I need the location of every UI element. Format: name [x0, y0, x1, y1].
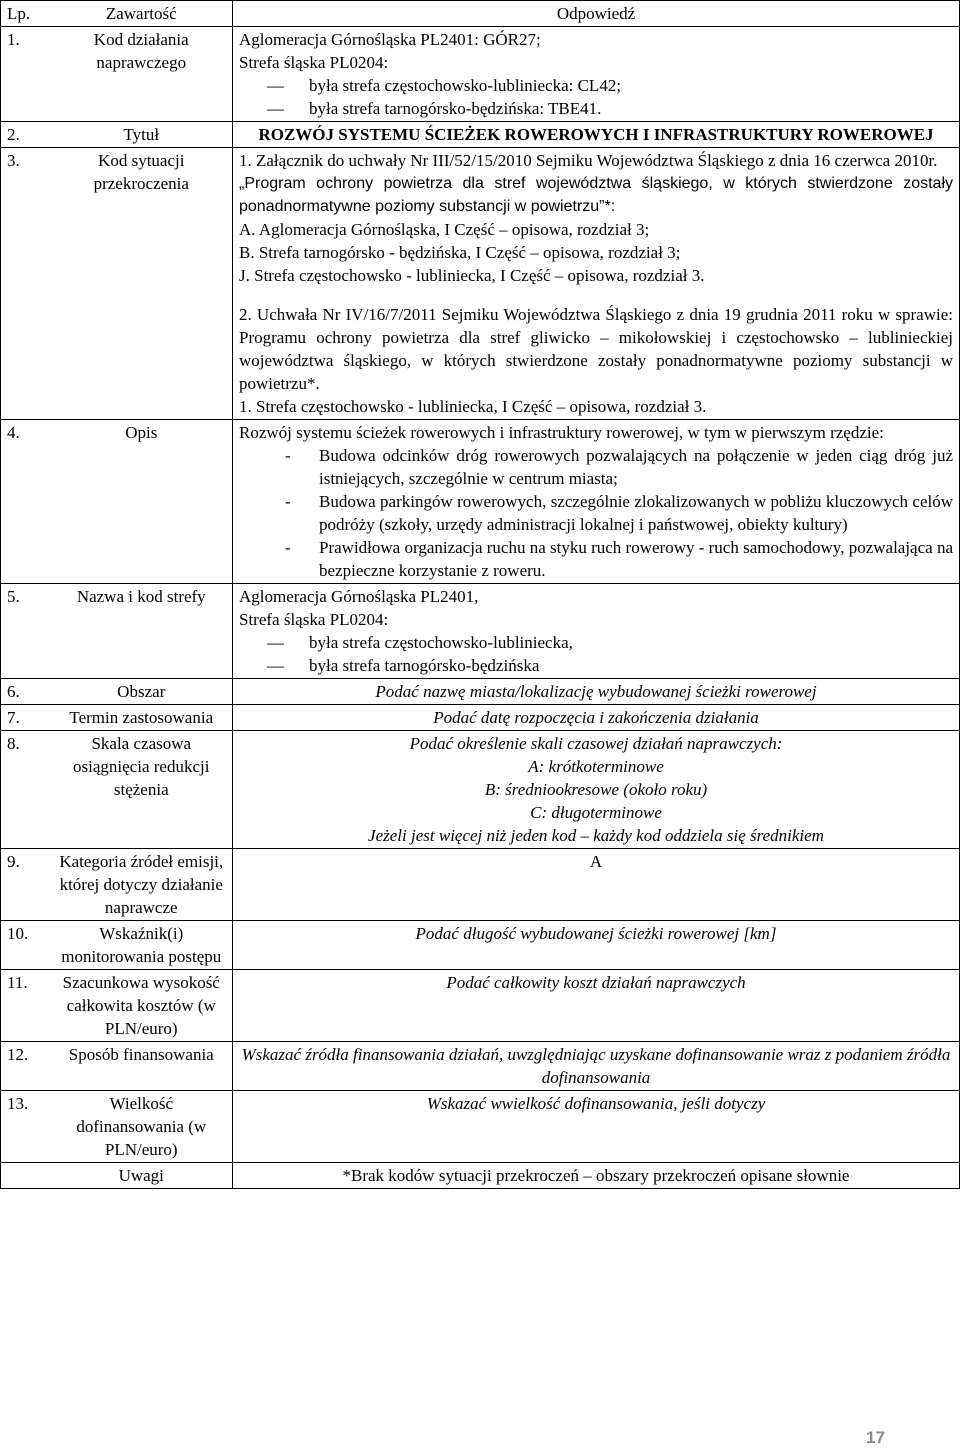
row-value: ROZWÓJ SYSTEMU ŚCIEŻEK ROWEROWYCH I INFRASTRUKTURY ROWEROWEJ: [233, 122, 960, 148]
row-value: Podać całkowity koszt działań naprawczych: [233, 970, 960, 1042]
row-uwagi: [1, 1163, 960, 1189]
row-nazwa-strefy: [1, 584, 960, 679]
row-label: Kategoria źródeł emisji, której dotyczy działanie naprawcze: [57, 849, 233, 921]
list-item: - Budowa odcinków dróg rowerowych pozwalających na połączenie w jeden ciąg dróg już istniejących, szczególnie w centrum miasta;: [239, 444, 953, 490]
value-line: Strefa śląska PL0204:: [239, 53, 389, 72]
header-odpowiedz: Odpowiedź: [233, 1, 960, 27]
dash-list: [239, 74, 953, 120]
row-label: Szacunkowa wysokość całkowita kosztów (w PLN/euro): [57, 970, 233, 1042]
row-label: Termin zastosowania: [57, 705, 233, 731]
row-label: Kod sytuacji przekroczenia: [57, 148, 233, 420]
page-number: 17: [866, 1428, 885, 1447]
row-number: 2.: [1, 122, 57, 148]
row-number: 1.: [1, 27, 57, 122]
list-item: — była strefa częstochowsko-lubliniecka: CL42;: [239, 74, 953, 97]
row-number: 8.: [1, 731, 57, 849]
row-value: A: [233, 849, 960, 921]
row-label: Uwagi: [57, 1163, 233, 1189]
row-kod-dzialania: [1, 27, 960, 122]
row-number: 11.: [1, 970, 57, 1042]
paragraph: B. Strefa tarnogórsko - będzińska, I Część – opisowa, rozdział 3;: [239, 243, 681, 262]
row-value: Podać długość wybudowanej ścieżki rowerowej [km]: [233, 921, 960, 970]
row-label: Kod działania naprawczego: [57, 27, 233, 122]
list-item: — była strefa tarnogórsko-będzińska: TBE41.: [239, 97, 953, 120]
row-value: Podać datę rozpoczęcia i zakończenia działania: [233, 705, 960, 731]
row-value: [233, 420, 960, 584]
list-item: — była strefa tarnogórsko-będzińska: [239, 654, 953, 677]
value-line: Strefa śląska PL0204:: [239, 610, 389, 629]
paragraph: 1. Strefa częstochowsko - lubliniecka, I Część – opisowa, rozdział 3.: [239, 397, 707, 416]
row-label: Skala czasowa osiągnięcia redukcji stężenia: [57, 731, 233, 849]
list-item: - Budowa parkingów rowerowych, szczególnie zlokalizowanych w pobliżu kluczowych celów podróży (szkoły, urzędy administracji lokalnej i państwowej, obiekty kultury): [239, 490, 953, 536]
row-number: 10.: [1, 921, 57, 970]
paragraph: „Program ochrony powietrza dla stref województwa śląskiego, w których stwierdzone zostały ponadnormatywne poziomy substancji w powietrzu”*:: [239, 175, 953, 215]
row-label: Wielkość dofinansowania (w PLN/euro): [57, 1091, 233, 1163]
row-label: Sposób finansowania: [57, 1042, 233, 1091]
row-label: Tytuł: [57, 122, 233, 148]
row-opis: [1, 420, 960, 584]
paragraph: 1. Załącznik do uchwały Nr III/52/15/2010 Sejmiku Województwa Śląskiego z dnia 16 czerwca 2010r.: [239, 151, 938, 170]
value-line: Jeżeli jest więcej niż jeden kod – każdy kod oddziela się średnikiem: [368, 826, 824, 845]
row-number: 6.: [1, 679, 57, 705]
row-tytul: [1, 122, 960, 148]
row-value: [233, 731, 960, 849]
header-zawartosc: Zawartość: [57, 1, 233, 27]
row-number: 13.: [1, 1091, 57, 1163]
paragraph: J. Strefa częstochowsko - lubliniecka, I Część – opisowa, rozdział 3.: [239, 266, 705, 285]
header-lp: Lp.: [1, 1, 57, 27]
row-number: 5.: [1, 584, 57, 679]
value-line: B: średniookresowe (około roku): [484, 780, 708, 799]
row-number: 9.: [1, 849, 57, 921]
row-obszar: [1, 679, 960, 705]
row-skala-czasowa: [1, 731, 960, 849]
row-number: [1, 1163, 57, 1189]
row-value: Wskazać wwielkość dofinansowania, jeśli dotyczy: [233, 1091, 960, 1163]
row-value: [233, 584, 960, 679]
row-value: *Brak kodów sytuacji przekroczeń – obszary przekroczeń opisane słownie: [233, 1163, 960, 1189]
value-line: Podać określenie skali czasowej działań naprawczych:: [409, 734, 783, 753]
value-line: C: długoterminowe: [530, 803, 662, 822]
row-number: 3.: [1, 148, 57, 420]
spacer: [239, 287, 953, 303]
row-number: 7.: [1, 705, 57, 731]
row-label: Nazwa i kod strefy: [57, 584, 233, 679]
header-row: [1, 1, 960, 27]
paragraph: Rozwój systemu ścieżek rowerowych i infrastruktury rowerowej, w tym w pierwszym rzędzie:: [239, 423, 884, 442]
row-termin: [1, 705, 960, 731]
value-line: Aglomeracja Górnośląska PL2401: GÓR27;: [239, 30, 541, 49]
hyphen-list: [239, 444, 953, 582]
dash-list: [239, 631, 953, 677]
list-item: — była strefa częstochowsko-lubliniecka,: [239, 631, 953, 654]
row-value: Wskazać źródła finansowania działań, uwzględniając uzyskane dofinansowanie wraz z podaniem źródła dofinansowania: [233, 1042, 960, 1091]
row-number: 4.: [1, 420, 57, 584]
row-label: Obszar: [57, 679, 233, 705]
value-line: A: krótkoterminowe: [528, 757, 664, 776]
paragraph: A. Aglomeracja Górnośląska, I Część – opisowa, rozdział 3;: [239, 220, 650, 239]
row-value: [233, 148, 960, 420]
list-item: - Prawidłowa organizacja ruchu na styku ruch rowerowy - ruch samochodowy, pozwalająca na bezpieczne korzystanie z roweru.: [239, 536, 953, 582]
row-wskaznik: [1, 921, 960, 970]
value-line: Aglomeracja Górnośląska PL2401,: [239, 587, 479, 606]
row-kategoria-zrodel: [1, 849, 960, 921]
row-value: Podać nazwę miasta/lokalizację wybudowanej ścieżki rowerowej: [233, 679, 960, 705]
row-value: [233, 27, 960, 122]
row-number: 12.: [1, 1042, 57, 1091]
row-kod-sytuacji: [1, 148, 960, 420]
row-wielkosc-dofinansowania: [1, 1091, 960, 1163]
row-koszt: [1, 970, 960, 1042]
row-label: Wskaźnik(i) monitorowania postępu: [57, 921, 233, 970]
row-label: Opis: [57, 420, 233, 584]
paragraph: 2. Uchwała Nr IV/16/7/2011 Sejmiku Województwa Śląskiego z dnia 19 grudnia 2011 roku w sprawie: Programu ochrony powietrza dla stref gliwicko – mikołowskiej i częstochowsko – lublinieckiej województwa śląskiego, w których stwierdzone zostały ponadnormatywne poziomy substancji w powietrzu*.: [239, 305, 953, 393]
row-sposob-finansowania: [1, 1042, 960, 1091]
